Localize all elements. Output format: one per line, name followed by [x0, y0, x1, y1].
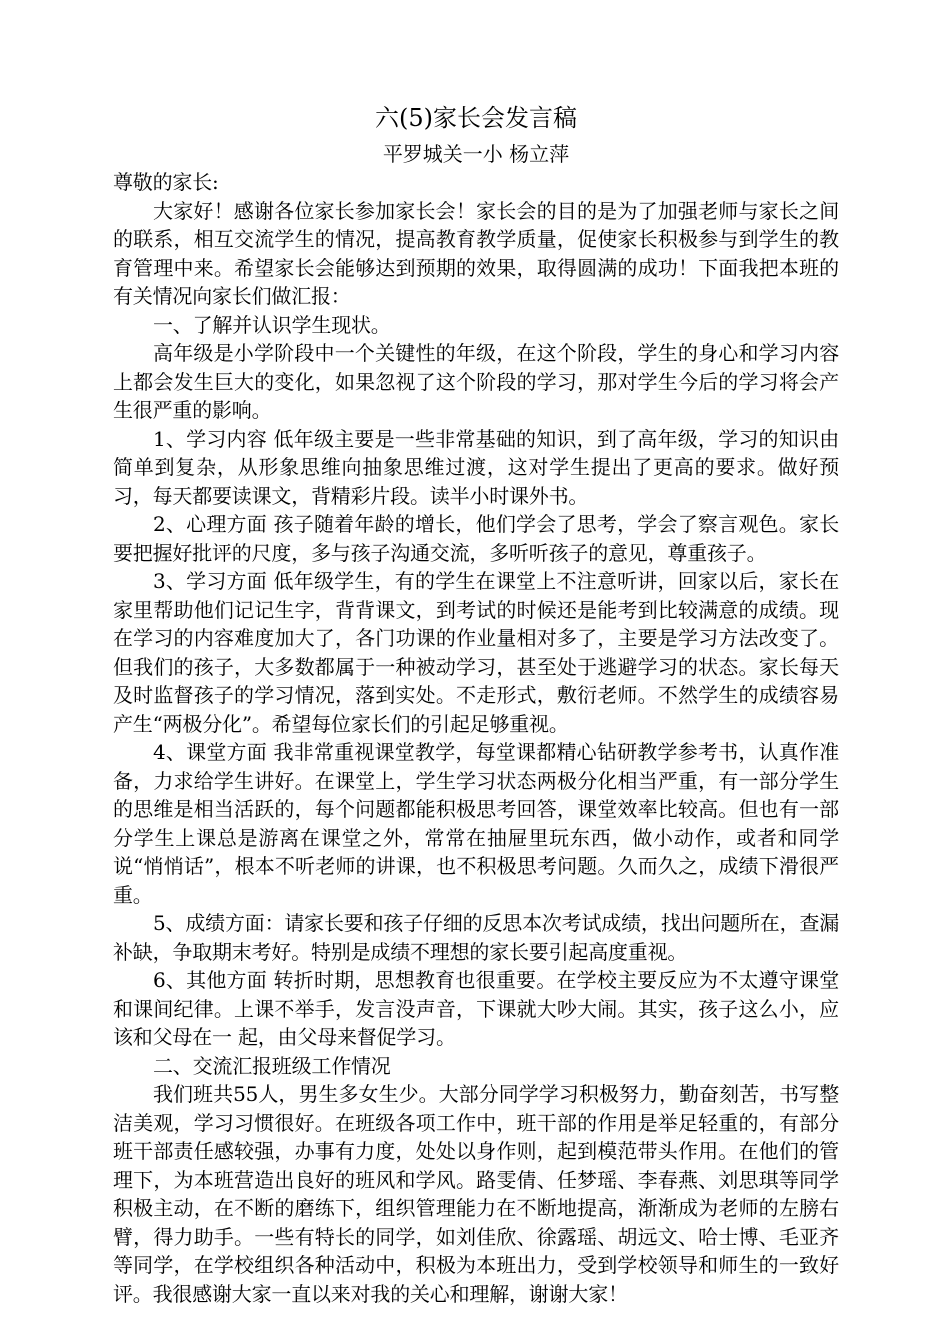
paragraph-item-6: 6、其他方面 转折时期，思想教育也很重要。在学校主要反应为不太遵守课堂和课间纪律。上课不举手，发言没声音，下课就大吵大闹。其实，孩子这么小，应该和父母在一 起，由父母来督促学习。: [113, 968, 839, 1049]
document-title: 六(5)家长会发言稿: [375, 104, 577, 132]
paragraph-item-5: 5、成绩方面：请家长要和孩子仔细的反思本次考试成绩，找出问题所在，查漏补缺，争取期末考好。特别是成绩不理想的家长要引起高度重视。: [113, 911, 839, 964]
paragraph-item-4: 4、课堂方面 我非常重视课堂教学，每堂课都精心钻研教学参考书，认真作准备，力求给学生讲好。在课堂上，学生学习状态两极分化相当严重，有一部分学生的思维是相当活跃的，每个问题都能积极思考回答，课堂效率比较高。但也有一部分学生上课总是游离在课堂之外，常常在抽屉里玩东西，做小动作，或者和同学说“悄悄话”，根本不听老师的讲课，也不积极思考问题。久而久之，成绩下滑很严重。: [113, 740, 839, 907]
document-body: [113, 100, 839, 1308]
paragraph-item-2: 2、心理方面 孩子随着年龄的增长，他们学会了思考，学会了察言观色。家长要把握好批评的尺度，多与孩子沟通交流，多听听孩子的意见，尊重孩子。: [113, 512, 839, 565]
paragraph-class-report: 我们班共55人，男生多女生少。大部分同学学习积极努力，勤奋刻苦，书写整洁美观，学习习惯很好。在班级各项工作中，班干部的作用是举足轻重的，有部分班干部责任感较强，办事有力度，处处以身作则，起到模范带头作用。在他们的管理下，为本班营造出良好的班风和学风。路雯倩、任梦瑶、李春燕、刘思琪等同学积极主动，在不断的磨练下，组织管理能力在不断地提高，渐渐成为老师的左膀右臂，得力助手。一些有特长的同学，如刘佳欣、徐露瑶、胡远文、哈士博、毛亚齐等同学，在学校组织各种活动中，积极为本班出力，受到学校领导和师生的一致好评。我很感谢大家一直以来对我的关心和理解，谢谢大家！: [113, 1082, 839, 1306]
paragraph-overview: 高年级是小学阶段中一个关键性的年级，在这个阶段，学生的身心和学习内容上都会发生巨大的变化，如果忽视了这个阶段的学习，那对学生今后的学习将会产生很严重的影响。: [113, 341, 839, 422]
paragraph-item-3: 3、学习方面 低年级学生，有的学生在课堂上不注意听讲，回家以后，家长在家里帮助他们记记生字，背背课文，到考试的时候还是能考到比较满意的成绩。现在学习的内容难度加大了，各门功课的作业量相对多了，主要是学习方法改变了。但我们的孩子，大多数都属于一种被动学习，甚至处于逃避学习的状态。家长每天及时监督孩子的学习情况，落到实处。不走形式，敷衍老师。不然学生的成绩容易产生“两极分化”。希望每位家长们的引起足够重视。: [113, 569, 839, 736]
salutation: 尊敬的家长:: [113, 170, 219, 194]
section-heading-1: 一、了解并认识学生现状。: [153, 312, 391, 337]
paragraph-intro: 大家好！感谢各位家长参加家长会！家长会的目的是为了加强老师与家长之间的联系，相互交流学生的情况，提高教育教学质量，促使家长积极参与到学生的教育管理中来。希望家长会能够达到预期的效果，取得圆满的成功！下面我把本班的有关情况向家长们做汇报：: [113, 198, 839, 308]
section-heading-2: 二、交流汇报班级工作情况: [153, 1053, 391, 1078]
document-author: 平罗城关一小 杨立萍: [382, 142, 570, 166]
paragraph-item-1: 1、学习内容 低年级主要是一些非常基础的知识，到了高年级，学习的知识由简单到复杂，从形象思维向抽象思维过渡，这对学生提出了更高的要求。做好预习，每天都要读课文，背精彩片段。读半小时课外书。: [113, 426, 839, 508]
